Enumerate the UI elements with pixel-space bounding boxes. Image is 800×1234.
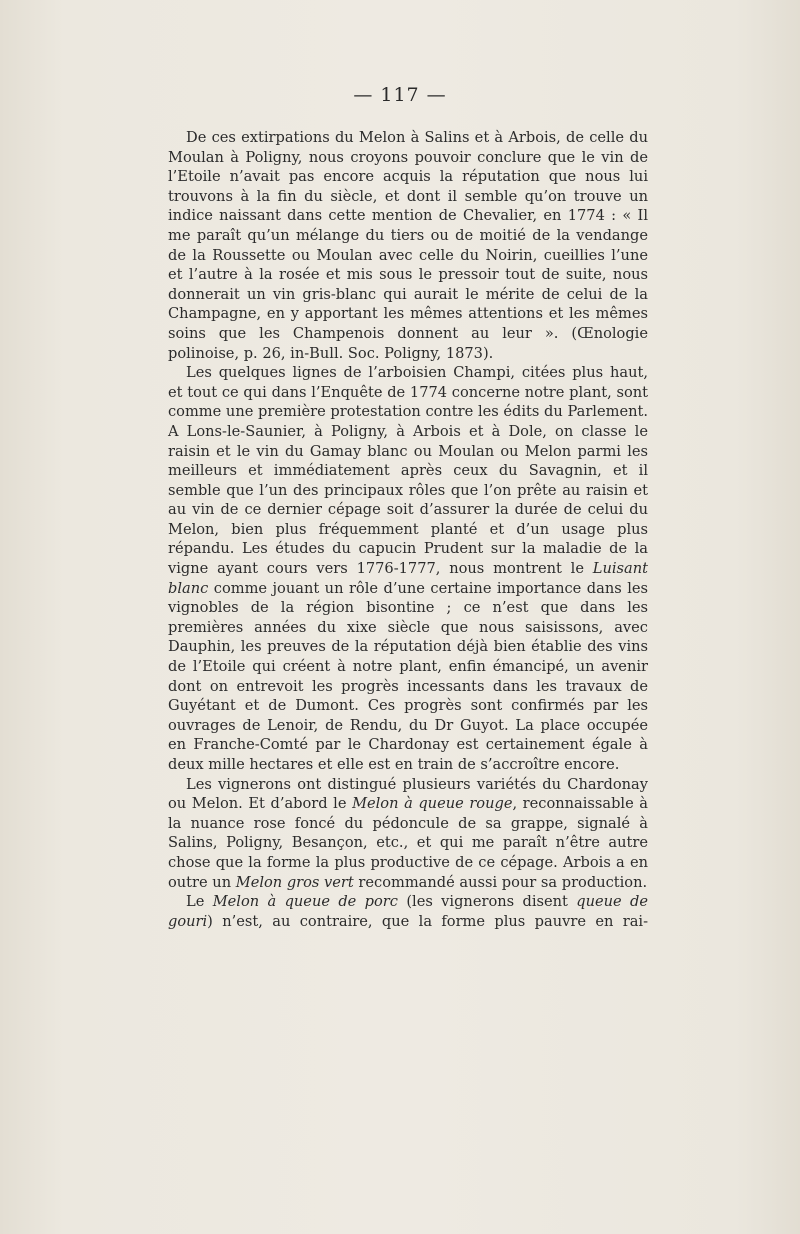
text-run: Le <box>186 893 213 911</box>
paragraph <box>168 363 648 774</box>
paragraph <box>168 128 648 363</box>
text-run: Les vignerons ont distingué plusieurs variétés du Chardonay ou Melon. Et d’abord le <box>168 775 648 813</box>
text-run: comme jouant un rôle d’une certaine importance dans les vignobles de la région bisontine ; ce n’est que dans les premières années du xixe siècle que nous saisissons, avec Dauphin, les preuves de la réputation déjà bien établie des vins de l’Etoile qui créent à notre plant, enfin émancipé, un avenir dont on entrevoit les progrès incessants dans les travaux de Guyétant et de Dumont. Ces progrès sont confirmés par les ouvrages de Lenoir, de Rendu, du Dr Guyot. La place occupée en Franche-Comté par le Chardonay est certainement égale à deux mille hectares et elle est en train de s’accroître encore. <box>168 579 648 773</box>
italic-text-run: Luisant blanc <box>168 560 648 597</box>
italic-text-run: Melon à queue rouge <box>352 795 513 813</box>
italic-text-run: Melon à queue de porc <box>212 893 398 911</box>
text-run: Les quelques lignes de l’arboisien Champi, citées plus haut, et tout ce qui dans l’Enquête de 1774 concerne notre plant, sont comme une première protestation contre les édits du Parlement. A Lons-le-Saunier, à Poligny, à Arbois et à Dole, on classe le raisin et le vin du Gamay blanc ou Moulan ou Melon parmi les meilleurs et immédiatement après ceux du Savagnin, et il semble que l’un des principaux rôles que l’on prête au raisin et au vin de ce dernier cépage soit d’assurer la durée de celui du Melon, bien plus fréquemment planté et d’un usage plus répandu. Les études du capucin Prudent sur la maladie de la vigne ayant cours vers 1776-1777, nous montrent le <box>168 364 648 578</box>
body-text <box>168 128 648 931</box>
text-run: (les vignerons disent <box>397 893 577 911</box>
text-run: De ces extirpations du Melon à Salins et à Arbois, de celle du Moulan à Poligny, nous croyons pouvoir conclure que le vin de l’Etoile n’avait pas encore acquis la réputation que nous lui trouvons à la fin du siècle, et dont il semble qu’on trouve un indice naissant dans cette mention de Chevalier, en 1774 : « Il me paraît qu’un mélange du tiers ou de moitié de la vendange de la Roussette ou Moulan avec celle du Noirin, cueillies l’une et l’autre à la rosée et mis sous le pressoir tout de suite, nous donnerait un vin gris-blanc qui aurait le mérite de celui de la Champagne, en y apportant les mêmes attentions et les mêmes soins que les Champenois donnent au leur ». (Œnologie polinoise, p. 26, in-Bull. Soc. Poligny, 1873). <box>168 129 648 362</box>
text-run: ) n’est, au contraire, que la forme plus pauvre en rai- <box>207 912 648 930</box>
paragraph <box>168 892 648 931</box>
paragraph <box>168 775 648 893</box>
italic-text-run: Melon gros vert <box>235 873 354 891</box>
page-number: — 117 — <box>353 84 447 106</box>
text-run: recommandé aussi pour sa production. <box>353 873 648 891</box>
italic-text-run: queue de gouri <box>168 893 649 930</box>
text-run: , reconnaissable à la nuance rose foncé du pédoncule de sa grappe, signalé à Salins, Poligny, Besançon, etc., et qui me paraît n’être autre chose que la forme la plus productive de ce cépage. Arbois a en outre un <box>168 795 649 891</box>
